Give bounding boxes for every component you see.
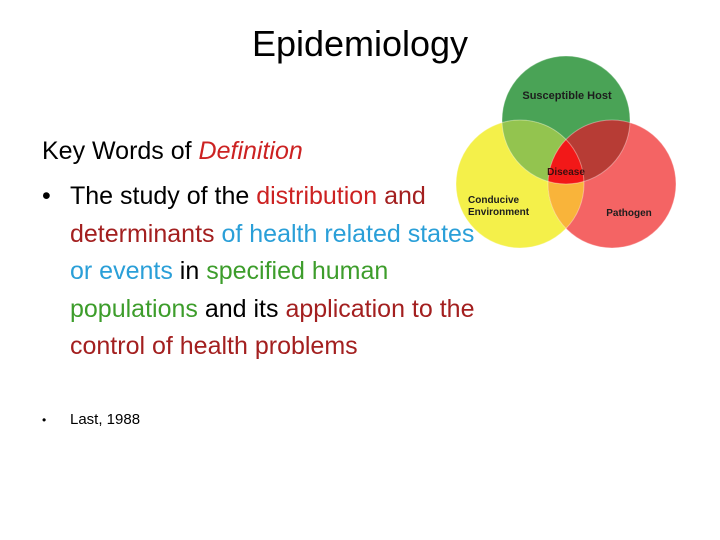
- citation-marker: •: [42, 413, 47, 427]
- definition-text: [70, 178, 482, 366]
- pathogen-label: Pathogen: [606, 208, 652, 219]
- definition-segment: specified human populations: [70, 257, 389, 323]
- definition-segment: of health related states or events: [70, 219, 475, 285]
- definition-segment: application to the control of health problems: [70, 294, 475, 360]
- definition-segment: The study of the: [70, 182, 257, 210]
- disease-label: Disease: [547, 167, 585, 178]
- definition-segment: and determinants: [70, 182, 426, 248]
- definition-segment: distribution: [256, 182, 378, 210]
- citation-text: Last, 1988: [70, 411, 141, 428]
- definition-segment: in: [172, 257, 207, 285]
- host-label: Susceptible Host: [522, 90, 612, 102]
- epidemiologic-triad-venn: [448, 56, 684, 256]
- subtitle-prefix: Key Words of: [42, 137, 199, 165]
- subtitle-emphasis: Definition: [198, 137, 303, 165]
- citation: [42, 410, 140, 430]
- subtitle: [42, 134, 303, 168]
- definition-bullet: [42, 178, 482, 366]
- environment-label-line2: Environment: [468, 207, 530, 218]
- definition-segment: and its: [197, 294, 286, 323]
- environment-label-line1: Conducive: [468, 195, 520, 206]
- bullet-marker: •: [42, 182, 51, 210]
- slide-title: Epidemiology: [251, 23, 469, 64]
